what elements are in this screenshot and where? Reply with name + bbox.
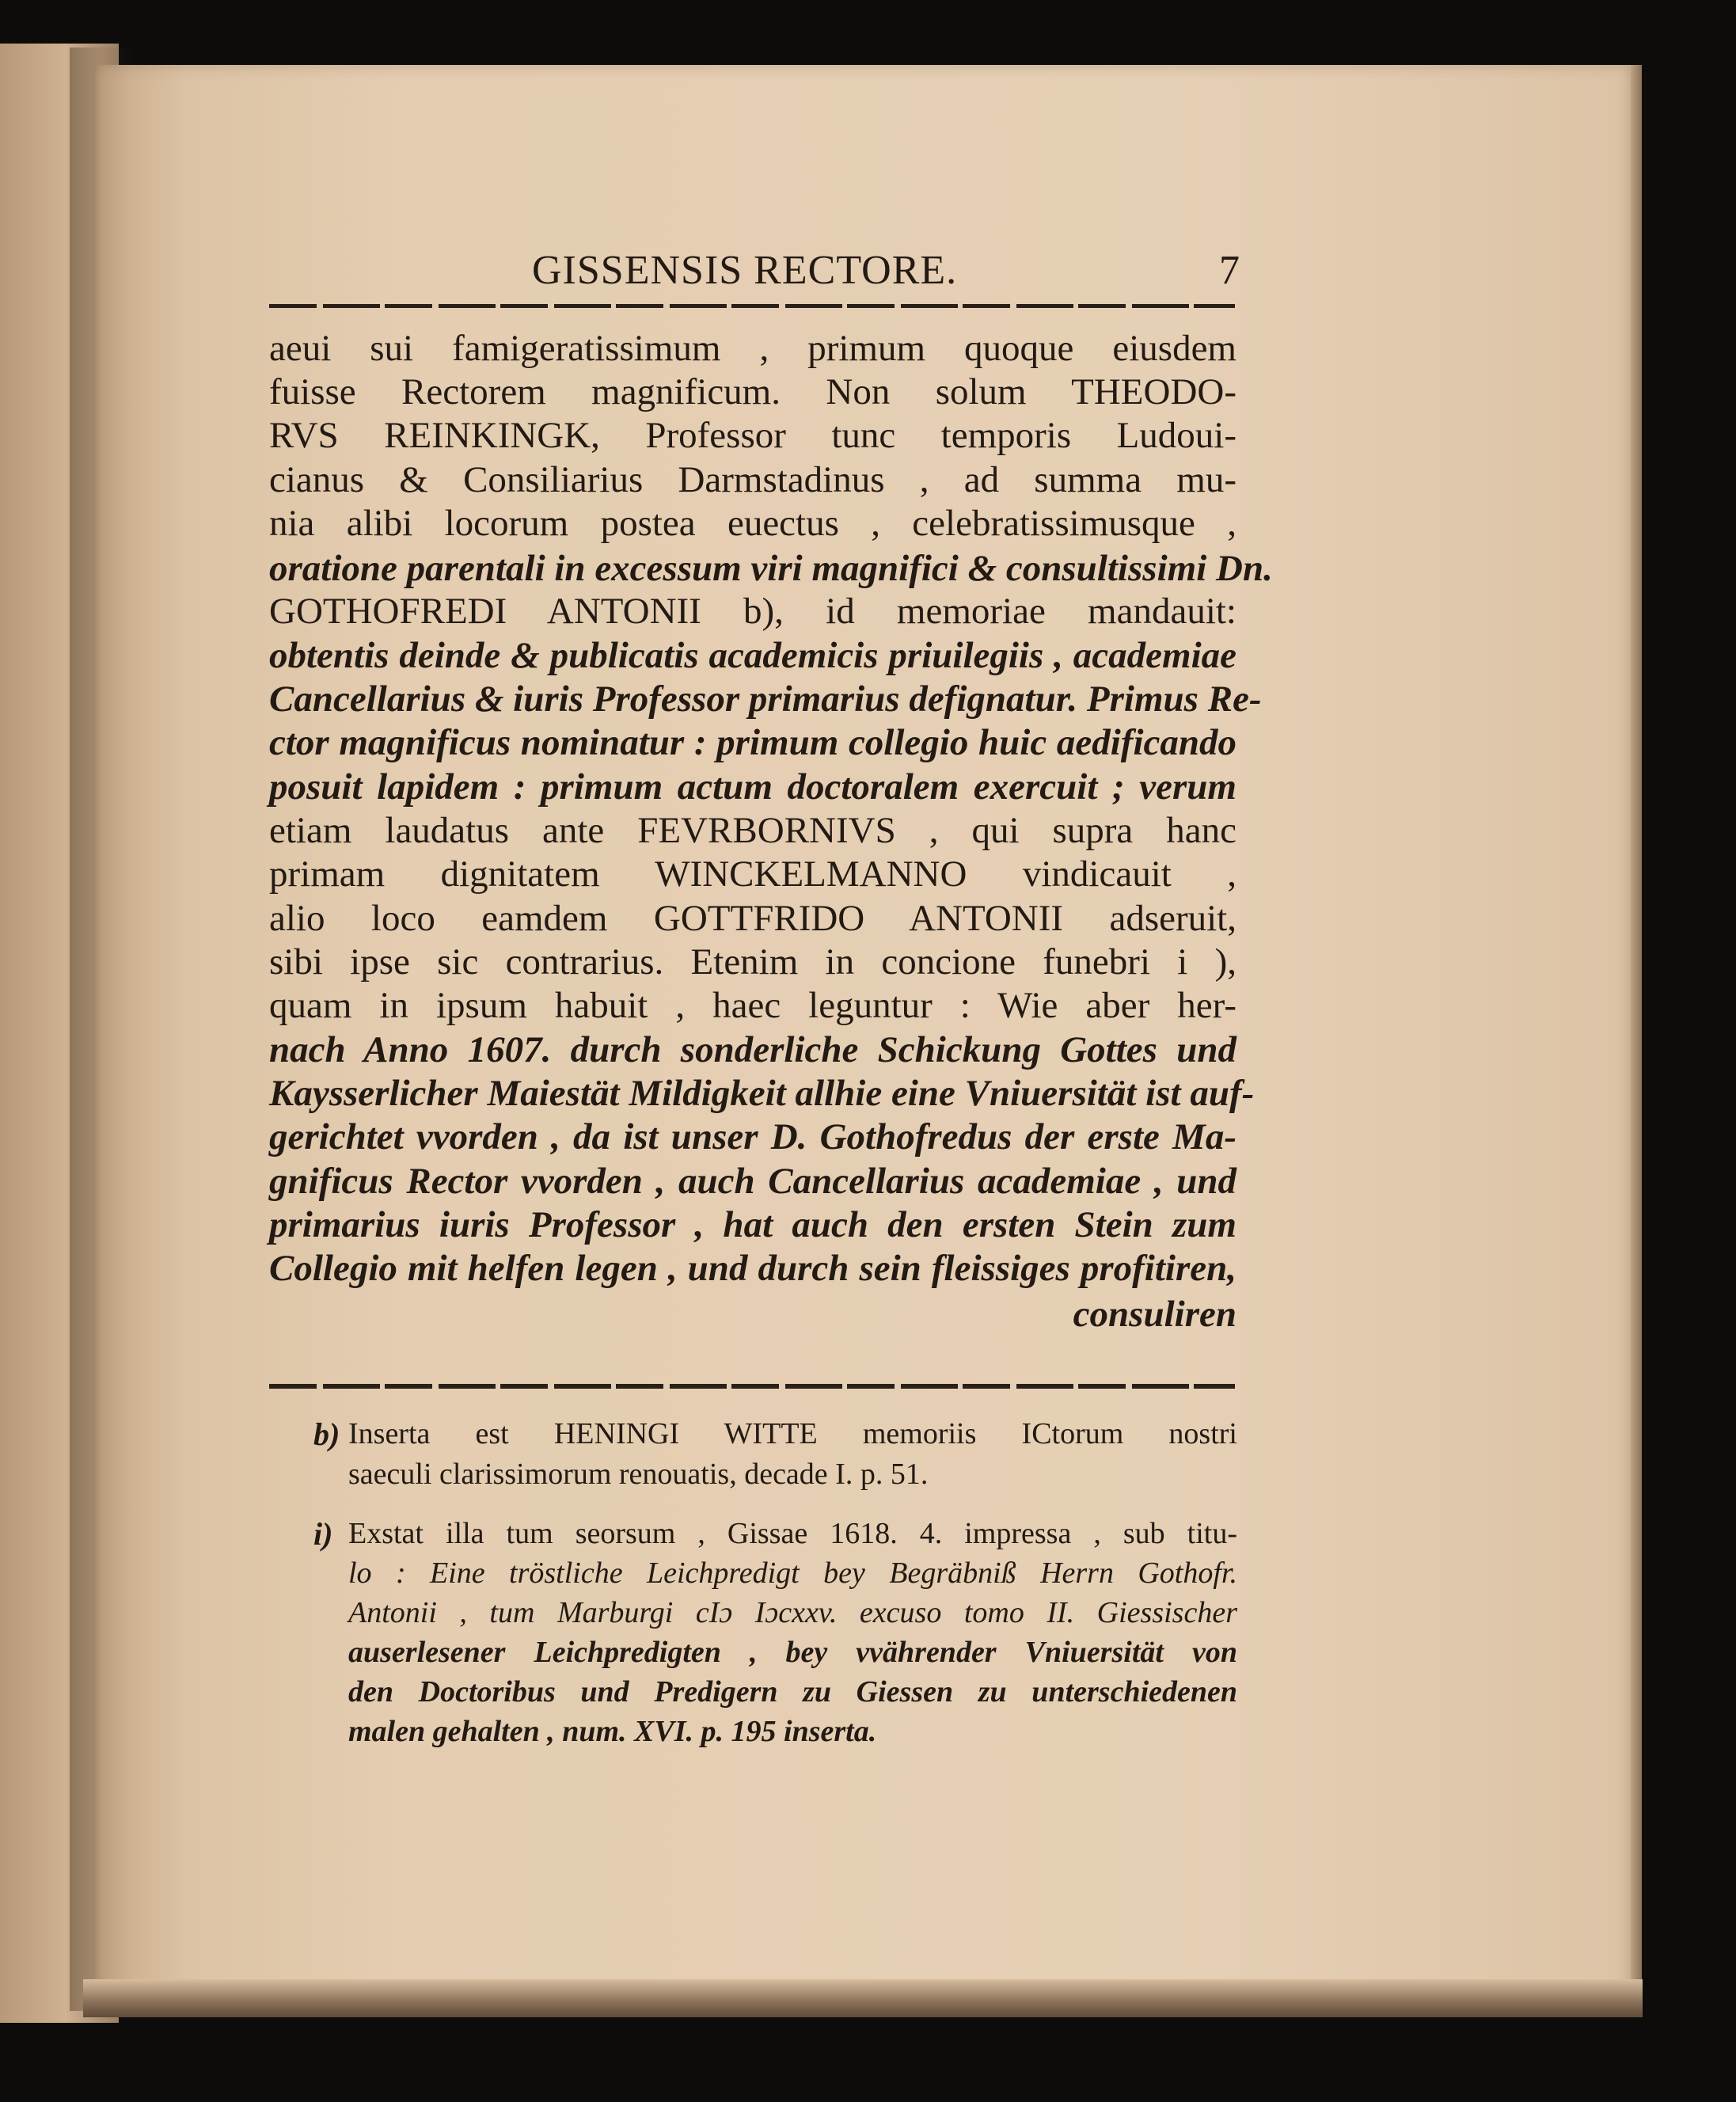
text-line: posuit lapidem : primum actum doctoralem exercuit ; verum — [269, 766, 1236, 808]
page-number: 7 — [1219, 248, 1240, 293]
text-line: primarius iuris Professor , hat auch den ersten Stein zum — [269, 1204, 1236, 1245]
text-line: Kaysserlicher Maiestät Mildigkeit allhie eine Vniuersität ist auf- — [269, 1073, 1255, 1114]
text-line: gnificus Rector vvorden , auch Cancellarius academiae , und — [269, 1161, 1236, 1202]
running-head: GISSENSIS RECTORE. — [532, 248, 958, 293]
text-line: aeui sui famigeratissimum , primum quoque eiusdem — [269, 328, 1236, 369]
text-line: ctor magnificus nominatur : primum collegio huic aedificando — [269, 722, 1236, 763]
text-line: gerichtet vvorden , da ist unser D. Gothofredus der erste Ma- — [269, 1116, 1236, 1157]
footnote-line: auserlesener Leichpredigten , bey vvährender Vniuersität von — [348, 1636, 1237, 1669]
text-line: etiam laudatus ante FEVRBORNIVS , qui supra hanc — [269, 810, 1236, 851]
footnote-line: den Doctoribus und Predigern zu Giessen zu unterschiedenen — [348, 1675, 1237, 1709]
footnote-line: Inserta est HENINGI WITTE memoriis ICtorum nostri — [348, 1417, 1237, 1450]
text-line: nach Anno 1607. durch sonderliche Schickung Gottes und — [269, 1029, 1236, 1070]
text-line: oratione parentali in excessum viri magnifici & consultissimi Dn. — [269, 548, 1273, 589]
footnote-mark: i) — [313, 1516, 333, 1552]
catchword: consuliren — [1073, 1294, 1236, 1335]
text-line: sibi ipse sic contrarius. Etenim in concione funebri i ), — [269, 941, 1236, 983]
header-rule — [269, 304, 1235, 308]
text-line: quam in ipsum habuit , haec leguntur : Wie aber her- — [269, 985, 1236, 1026]
text-line: fuisse Rectorem magnificum. Non solum THEODO- — [269, 371, 1236, 412]
text-line: Cancellarius & iuris Professor primarius defignatur. Primus Re- — [269, 678, 1262, 720]
page-bottom-edge — [83, 1979, 1643, 2017]
text-line: cianus & Consiliarius Darmstadinus , ad summa mu- — [269, 459, 1236, 500]
footnote-rule — [269, 1384, 1235, 1389]
book-gutter — [70, 48, 133, 2011]
footnote-line: lo : Eine tröstliche Leichpredigt bey Begräbniß Herrn Gothofr. — [348, 1557, 1237, 1590]
text-line: RVS REINKINGK, Professor tunc temporis Ludoui- — [269, 415, 1236, 456]
footnote-line: saeculi clarissimorum renouatis, decade I. p. 51. — [348, 1458, 929, 1491]
footnote-mark: b) — [313, 1416, 340, 1452]
text-line: GOTHOFREDI ANTONII b), id memoriae mandauit: — [269, 591, 1236, 632]
text-line: alio loco eamdem GOTTFRIDO ANTONII adseruit, — [269, 898, 1236, 939]
text-line: primam dignitatem WINCKELMANNO vindicauit , — [269, 853, 1236, 895]
footnote-line: Antonii , tum Marburgi cIɔ Iɔcxxv. excuso tomo II. Giessischer — [348, 1596, 1237, 1629]
footnote-line: malen gehalten , num. XVI. p. 195 inserta. — [348, 1715, 877, 1748]
text-line: obtentis deinde & publicatis academicis priuilegiis , academiae — [269, 635, 1236, 676]
footnote-line: Exstat illa tum seorsum , Gissae 1618. 4. impressa , sub titu- — [348, 1517, 1237, 1550]
page-edge — [1631, 65, 1642, 2013]
text-line: Collegio mit helfen legen , und durch sein fleissiges profitiren, — [269, 1248, 1236, 1289]
text-line: nia alibi locorum postea euectus , celebratissimusque , — [269, 503, 1236, 544]
